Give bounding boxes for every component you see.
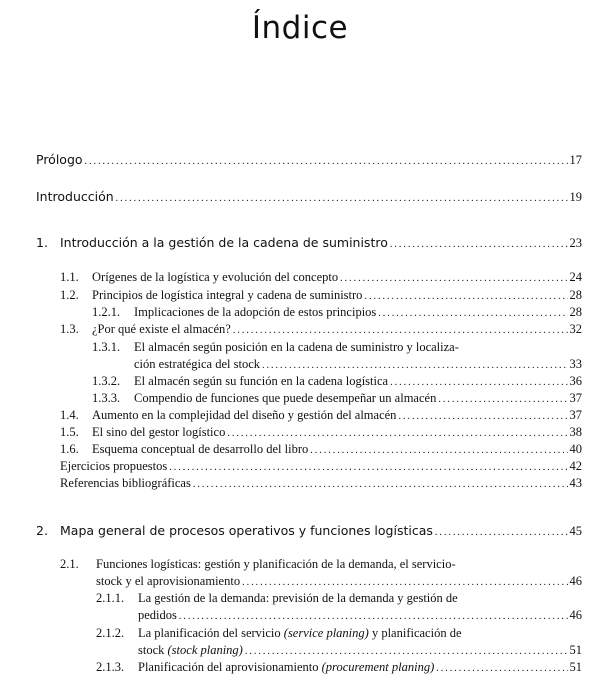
toc-number: 1.	[36, 235, 48, 250]
toc-label: Prólogo	[36, 152, 83, 167]
leader-dots	[435, 527, 568, 538]
toc-number: 1.5.	[60, 425, 79, 439]
toc-entry-prologo[interactable]	[36, 152, 582, 168]
toc-label-italic: (stock planing)	[167, 643, 243, 657]
toc-entry-1-3-1-line1[interactable]	[92, 340, 459, 355]
toc-number: 1.2.1.	[92, 305, 121, 319]
toc-entry-2-1-2[interactable]	[138, 643, 582, 658]
toc-page: 28	[569, 305, 582, 319]
leader-dots	[233, 325, 568, 336]
toc-number: 1.6.	[60, 442, 79, 456]
toc-page: 23	[569, 236, 582, 250]
toc-number: 2.1.3.	[96, 660, 125, 674]
toc-entry-2-1-1[interactable]	[138, 608, 582, 623]
leader-dots	[378, 308, 567, 319]
leader-dots	[245, 646, 568, 657]
toc-number: 1.4.	[60, 408, 79, 422]
toc-page: 51	[569, 643, 582, 657]
toc-page: 32	[569, 322, 582, 336]
leader-dots	[398, 411, 567, 422]
leader-dots	[116, 193, 568, 204]
leader-dots	[262, 360, 568, 371]
toc-page: 33	[569, 357, 582, 371]
toc-label: Referencias bibliográficas	[60, 476, 191, 490]
leader-dots	[436, 663, 567, 674]
toc-page: 46	[569, 608, 582, 622]
toc-label: Mapa general de procesos operativos y funciones logísticas	[60, 523, 433, 538]
toc-entry-chapter-2[interactable]	[36, 523, 582, 539]
toc-page: 36	[569, 374, 582, 388]
toc-number: 1.3.	[60, 322, 79, 336]
toc-page: 38	[569, 425, 582, 439]
toc-label-italic: (procurement planing)	[321, 660, 435, 674]
leader-dots	[390, 377, 567, 388]
toc-label: y planificación de	[368, 626, 462, 640]
toc-page: 45	[569, 524, 582, 538]
toc-label: Implicaciones de la adopción de estos principios	[134, 305, 377, 319]
toc-label	[138, 660, 434, 675]
toc-entry-1-6[interactable]	[60, 442, 582, 457]
toc-page: 42	[569, 459, 582, 473]
toc-page: 37	[569, 391, 582, 405]
toc-number: 2.1.1.	[96, 591, 125, 605]
leader-dots	[227, 428, 567, 439]
toc-label: ¿Por qué existe el almacén?	[92, 322, 231, 336]
toc-label: Aumento en la complejidad del diseño y gestión del almacén	[92, 408, 397, 422]
toc-entry-2-1[interactable]	[96, 574, 582, 589]
toc-page: 40	[569, 442, 582, 456]
toc-label: Compendio de funciones que puede desempeñar un almacén	[134, 391, 437, 405]
toc-label: Orígenes de la logística y evolución del concepto	[92, 270, 339, 284]
leader-dots	[438, 394, 567, 405]
toc-label: El almacén según su función en la cadena logística	[134, 374, 389, 388]
toc-label: Introducción	[36, 189, 114, 204]
leader-dots	[340, 273, 567, 284]
toc-entry-ejercicios[interactable]	[60, 459, 582, 474]
toc-entry-2-1-line1[interactable]	[60, 557, 456, 572]
toc-label: Funciones logísticas: gestión y planificación de la demanda, el servicio-	[96, 557, 456, 571]
toc-number: 2.1.	[60, 557, 79, 571]
toc-label: pedidos	[138, 608, 177, 622]
leader-dots	[85, 156, 568, 167]
toc-page: 43	[569, 476, 582, 490]
toc-entry-1-3-3[interactable]	[92, 391, 582, 406]
toc-label-italic: (service planing)	[283, 626, 369, 640]
leader-dots	[242, 577, 567, 588]
toc-label: Introducción a la gestión de la cadena de suministro	[60, 235, 388, 250]
toc-label: Ejercicios propuestos	[60, 459, 168, 473]
toc-entry-1-1[interactable]	[60, 270, 582, 285]
toc-entry-2-1-3[interactable]	[96, 660, 582, 675]
toc-entry-1-3[interactable]	[60, 322, 582, 337]
page-title: Índice	[251, 10, 349, 46]
toc-label	[138, 643, 243, 658]
toc-entry-1-3-2[interactable]	[92, 374, 582, 389]
toc-label: La planificación del servicio	[138, 626, 284, 640]
toc-number: 1.1.	[60, 270, 79, 284]
leader-dots	[179, 611, 568, 622]
leader-dots	[310, 445, 567, 456]
toc-number: 2.1.2.	[96, 626, 125, 640]
toc-page: 51	[569, 660, 582, 674]
toc-label: ción estratégica del stock	[134, 357, 260, 371]
toc-entry-2-1-2-line1[interactable]	[96, 626, 462, 641]
toc-page: 24	[569, 270, 582, 284]
toc-page: 28	[569, 288, 582, 302]
toc-entry-1-2-1[interactable]	[92, 305, 582, 320]
toc-page: 17	[569, 153, 582, 167]
toc-entry-1-3-1[interactable]	[134, 357, 582, 372]
toc-label: stock y el aprovisionamiento	[96, 574, 241, 588]
toc-label-part: stock	[138, 643, 168, 657]
toc-label: El sino del gestor logístico	[92, 425, 226, 439]
toc-number: 1.3.2.	[92, 374, 121, 388]
toc-label: Principios de logística integral y cadena de suministro	[92, 288, 363, 302]
toc-number: 1.3.1.	[92, 340, 121, 354]
toc-page: 37	[569, 408, 582, 422]
toc-entry-chapter-1[interactable]	[36, 235, 582, 251]
toc-entry-2-1-1-line1[interactable]	[96, 591, 458, 606]
toc-page: 46	[569, 574, 582, 588]
leader-dots	[169, 462, 567, 473]
toc-page: 19	[569, 190, 582, 204]
leader-dots	[193, 479, 568, 490]
toc-entry-introduccion[interactable]	[36, 189, 582, 205]
toc-label: El almacén según posición en la cadena de suministro y localiza-	[134, 340, 459, 354]
toc-entry-referencias[interactable]	[60, 476, 582, 491]
toc-number: 1.2.	[60, 288, 79, 302]
toc-number: 1.3.3.	[92, 391, 121, 405]
toc-label: Esquema conceptual de desarrollo del libro	[92, 442, 309, 456]
toc-label: La gestión de la demanda: previsión de la demanda y gestión de	[138, 591, 458, 605]
toc-number: 2.	[36, 523, 48, 538]
leader-dots	[390, 239, 568, 250]
leader-dots	[364, 291, 567, 302]
toc-entry-1-4[interactable]	[60, 408, 582, 423]
toc-entry-1-5[interactable]	[60, 425, 582, 440]
toc-label-part: Planificación del aprovisionamiento	[138, 660, 322, 674]
toc-entry-1-2[interactable]	[60, 288, 582, 303]
